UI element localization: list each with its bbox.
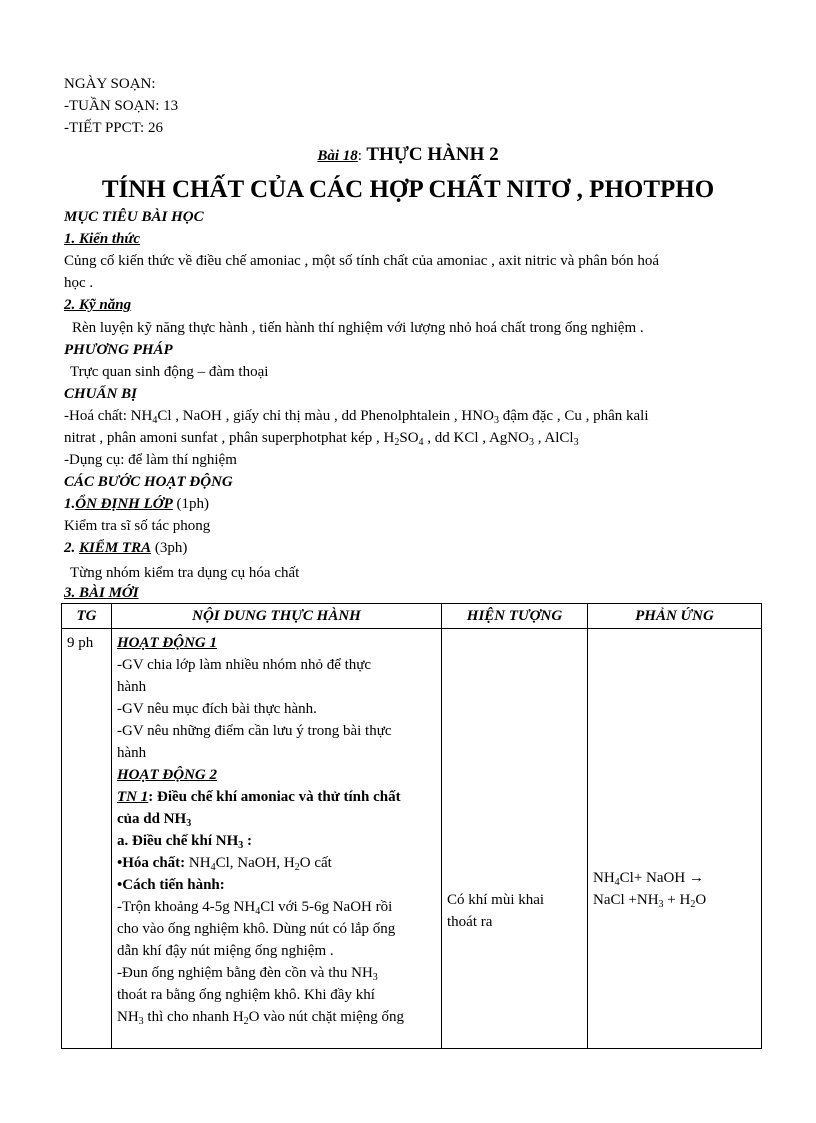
cach-line: cho vào ống nghiệm khô. Dùng nút có lắp ống: [117, 921, 396, 937]
muc-tieu-heading: MỤC TIÊU BÀI HỌC: [64, 209, 204, 225]
hd1-line: hành: [117, 745, 147, 761]
subscript: 3: [138, 1016, 144, 1027]
subscript: 3: [528, 437, 534, 448]
subscript: 3: [658, 899, 664, 910]
text-segment: -Trộn khoảng 4-5g NH: [117, 899, 256, 915]
lesson-subtitle: TÍNH CHẤT CỦA CÁC HỢP CHẤT NITƠ , PHOTPHO: [101, 176, 715, 203]
text-segment: Cl, NaOH, H: [215, 855, 295, 871]
text-segment: a. Điều chế khí NH: [117, 833, 239, 849]
text-segment: NaCl +NH: [593, 892, 659, 908]
header-tg: TG: [62, 604, 112, 629]
text-segment: -Hoá chất: NH: [64, 408, 153, 424]
phan-ung-line: [593, 889, 756, 911]
text-segment: Cl với 5-6g NaOH rồi: [260, 899, 393, 915]
text-segment: Cl , NaOH , giấy chỉ thị màu , dd Phenolphtalein , HNO: [157, 408, 494, 424]
tg-value: 9 ph: [67, 635, 94, 651]
cell-noi-dung: [112, 629, 442, 1049]
section-number: 1.: [64, 496, 76, 512]
subscript: 4: [614, 877, 620, 888]
kiem-tra-heading: [64, 538, 187, 558]
lesson-title: [0, 143, 816, 168]
cell-phan-ung: [588, 629, 762, 1049]
cach-line: [117, 962, 436, 984]
dung-cu-line: -Dụng cụ: để làm thí nghiệm: [64, 452, 237, 468]
cac-buoc-heading: CÁC BƯỚC HOẠT ĐỘNG: [64, 474, 233, 490]
header-noi-dung: NỘI DUNG THỰC HÀNH: [112, 604, 442, 629]
cell-spacer: [593, 632, 756, 867]
section-title: ỔN ĐỊNH LỚP: [75, 496, 173, 512]
cell-spacer: [447, 632, 582, 889]
text-segment: của dd NH: [117, 811, 187, 827]
phuong-phap-heading: PHƯƠNG PHÁP: [64, 342, 173, 358]
subscript: 3: [573, 437, 579, 448]
subscript: 3: [372, 972, 378, 983]
tn1-label: TN 1: [117, 789, 149, 805]
subscript: 3: [186, 818, 192, 829]
tn1-text: : Điều chế khí amoniac và thử tính chất: [148, 789, 401, 805]
cach-line: thoát ra bằng ống nghiệm khô. Khi đầy khí: [117, 987, 375, 1003]
dieu-che-heading: [117, 830, 436, 852]
header-phan-ung: PHẢN ỨNG: [588, 604, 762, 629]
hoat-dong-2: HOẠT ĐỘNG 2: [117, 767, 217, 783]
subscript: 3: [493, 415, 499, 426]
kien-thuc-line2: học .: [64, 275, 94, 291]
cach-tien-hanh-label: •Cách tiến hành:: [117, 877, 225, 893]
hd1-line: -GV chia lớp làm nhiều nhóm nhỏ để thực: [117, 657, 372, 673]
text-segment: , AlCl: [533, 430, 574, 446]
text-segment: NH: [117, 1009, 139, 1025]
text-segment: O: [695, 892, 707, 908]
subscript: 2: [243, 1016, 249, 1027]
subscript: 3: [238, 840, 244, 851]
on-dinh-text: Kiểm tra sĩ số tác phong: [64, 518, 211, 534]
text-segment: , dd KCl , AgNO: [423, 430, 529, 446]
hien-tuong-line: thoát ra: [447, 914, 493, 930]
lesson-label: Bài 18: [317, 148, 358, 164]
hoa-chat-row: [117, 852, 436, 874]
bai-moi-heading: 3. BÀI MỚI: [64, 585, 139, 601]
cell-hien-tuong: [442, 629, 588, 1049]
text-segment: :: [243, 833, 253, 849]
hoa-chat-line2: [64, 428, 579, 448]
phuong-phap-text: Trực quan sinh động – đàm thoại: [70, 364, 269, 380]
hd1-line: -GV nêu mục đích bài thực hành.: [117, 701, 317, 717]
lesson-name: THỰC HÀNH 2: [366, 144, 499, 165]
ngay-soan: NGÀY SOẠN:: [64, 76, 156, 92]
subscript: 4: [210, 862, 216, 873]
ky-nang-heading: 2. Kỹ năng: [64, 297, 132, 313]
cach-line: [117, 896, 436, 918]
tuan-soan: -TUẦN SOẠN: 13: [64, 98, 179, 114]
text-segment: đậm đặc , Cu , phân kali: [498, 408, 649, 424]
section-time: (1ph): [172, 496, 209, 512]
text-segment: O vào nút chặt miệng ống: [248, 1009, 405, 1025]
ky-nang-line: Rèn luyện kỹ năng thực hành , tiến hành thí nghiệm với lượng nhỏ hoá chất trong ống nghiệm .: [72, 320, 644, 336]
kien-thuc-line1: Củng cố kiến thức về điều chế amoniac , một số tính chất của amoniac , axit nitric và phân bón hoá: [64, 253, 660, 269]
text-segment: -Đun ống nghiệm bằng đèn cồn và thu NH: [117, 965, 373, 981]
text-segment: NH: [185, 855, 211, 871]
hoa-chat-line1: [64, 406, 648, 426]
subscript: 2: [394, 437, 400, 448]
tiet-ppct: -TIẾT PPCT: 26: [64, 120, 163, 136]
hd1-line: hành: [117, 679, 147, 695]
hoat-dong-1: HOẠT ĐỘNG 1: [117, 635, 217, 651]
kiem-tra-text: Từng nhóm kiểm tra dụng cụ hóa chất: [70, 565, 300, 581]
section-number: 2.: [64, 540, 79, 556]
hd1-line: -GV nêu những điểm cần lưu ý trong bài thực: [117, 723, 392, 739]
text-segment: NH: [593, 870, 615, 886]
text-segment: Cl+ NaOH →: [619, 870, 704, 886]
subscript: 4: [152, 415, 158, 426]
text-segment: + H: [663, 892, 691, 908]
subscript: 2: [690, 899, 696, 910]
phan-ung-line: [593, 867, 756, 889]
table-header-row: [62, 604, 762, 629]
on-dinh-heading: [64, 494, 209, 514]
chuan-bi-heading: CHUẨN BỊ: [64, 386, 137, 402]
text-segment: O cất: [299, 855, 332, 871]
subscript: 4: [418, 437, 424, 448]
tn1-line: [117, 786, 436, 808]
subscript: 2: [294, 862, 300, 873]
text-segment: SO: [399, 430, 419, 446]
lesson-colon: :: [357, 148, 362, 164]
cell-spacer: [117, 1028, 436, 1038]
text-segment: thì cho nhanh H: [143, 1009, 244, 1025]
kien-thuc-heading: 1. Kiến thức: [64, 231, 141, 247]
cach-line: dẫn khí đậy nút miệng ống nghiệm .: [117, 943, 334, 959]
subscript: 4: [255, 906, 261, 917]
header-hien-tuong: HIỆN TƯỢNG: [442, 604, 588, 629]
tn1-line2: [117, 808, 436, 830]
lesson-table: [61, 603, 762, 1049]
section-title: KIỂM TRA: [79, 540, 152, 556]
hien-tuong-line: Có khí mùi khai: [447, 892, 545, 908]
text-segment: nitrat , phân amoni sunfat , phân superphotphat kép , H: [64, 430, 395, 446]
section-time: (3ph): [151, 540, 188, 556]
cell-tg: [62, 629, 112, 1049]
hoa-chat-label: •Hóa chất:: [117, 855, 186, 871]
cach-line: [117, 1006, 436, 1028]
table-row: [62, 629, 762, 1049]
